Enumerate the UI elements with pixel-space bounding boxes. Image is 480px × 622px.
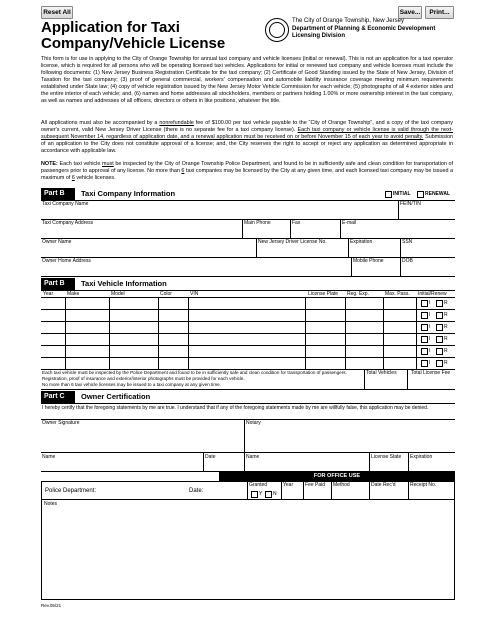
mobile-phone-label: Mobile Phone <box>353 258 384 264</box>
note-text-a: Each taxi vehicle <box>59 161 103 167</box>
company-name-field[interactable] <box>41 207 398 219</box>
grid-divider <box>188 333 189 345</box>
grid-divider <box>65 357 66 369</box>
grid-divider <box>305 297 306 309</box>
grid-divider <box>345 309 346 321</box>
fax-label: Fax <box>292 220 301 226</box>
grid-rule <box>41 257 455 258</box>
grid-divider <box>383 333 384 345</box>
grid-divider <box>281 481 282 500</box>
grid-rule <box>41 238 455 239</box>
notes-label: Notes <box>44 501 58 507</box>
col-max-pass: Max. Pass. <box>385 291 410 297</box>
fee-text-b: fee of $100.00 per taxi vehicle payable to the “City of Orange Township”, and a copy of the taxi company owner's current, valid New Jersey Driver License (there is no separate fee for a taxi company license). <box>41 120 453 133</box>
grid-divider <box>65 297 66 309</box>
grid-divider <box>158 321 159 333</box>
granted-no-label: N <box>273 491 277 497</box>
col-initial-renew: Initial/Renew <box>418 291 447 297</box>
intro-paragraph <box>41 56 453 105</box>
granted-label: Granted <box>249 482 268 488</box>
vehicle-row <box>41 321 455 333</box>
note-text-d: vehicle licenses. <box>74 175 116 181</box>
vehicle-renew-checkbox[interactable] <box>436 348 443 355</box>
part-b-label: Part B <box>41 188 75 200</box>
grid-divider <box>331 481 332 500</box>
notary-expiration-label: Expiration <box>410 454 433 460</box>
agency-city: The City of Orange Township, New Jersey <box>292 18 404 24</box>
grid-divider <box>158 309 159 321</box>
total-vehicles-field[interactable] <box>365 376 407 388</box>
notary-expiration-field[interactable] <box>409 460 455 471</box>
certification-text: I hereby certify that the foregoing statements by me are true. I understand that if any of the foregoing statements made by me are willfully false, this application may be denied. <box>42 405 429 411</box>
note-text-b: be inspected by the City of Orange Township Police Department, and found to be in sufficiently safe and clean condition for transportation of passengers prior to approval of any license. No more than <box>41 161 454 174</box>
vehicle-row <box>41 357 455 369</box>
grid-divider <box>109 345 110 357</box>
vehicle-row <box>41 309 455 321</box>
email-label: E-mail <box>342 220 357 226</box>
total-fee-field[interactable] <box>408 376 455 388</box>
vehicle-renew-checkbox[interactable] <box>436 300 443 307</box>
grid-divider <box>188 309 189 321</box>
total-vehicles-label: Total Vehicles <box>366 370 397 376</box>
grid-divider <box>109 309 110 321</box>
grid-divider <box>305 345 306 357</box>
date-recd-label: Date Rec'd <box>371 482 396 488</box>
vehicle-initial-label: I <box>429 300 431 306</box>
fee-text-validity: Each taxi company or vehicle license is valid through the next-subsequent November 14, regardless of application date, and a renewal application must be received on or before November 15 of each year to avoid penalty. <box>41 127 453 140</box>
grid-divider <box>247 481 248 500</box>
main-phone-field[interactable] <box>243 226 290 238</box>
fein-field[interactable] <box>399 207 455 219</box>
grid-rule <box>41 452 455 453</box>
vehicle-renew-label: R <box>444 324 448 330</box>
city-seal-icon <box>265 18 289 42</box>
office-date-label: Date: <box>189 488 204 494</box>
grid-divider <box>369 481 370 500</box>
license-no-label: New Jersey Driver License No. <box>258 239 327 245</box>
print-button[interactable]: Print... <box>425 6 454 19</box>
license-no-field[interactable] <box>257 245 348 257</box>
vehicle-renew-label: R <box>444 348 448 354</box>
grid-divider <box>188 345 189 357</box>
license-expiration-label: Expiration <box>350 239 373 245</box>
intro-text: This form is for use in applying to the City of Orange Township for annual taxi company and vehicle licenses (initial or renewal). This is not an application for a taxi operator license, which is required for all persons who will be operating licensed taxi vehicles. Applications for initial or renewed taxi company and vehicle licenses must include the following documents: (1) New Jersey Business Registration Certificate for the taxi company; (2) Certificate of Good Standing issued by the State of New Jersey, Division of Taxation for the taxi company; (3) proof of general commercial, workers' compensation and automobile liability insurance coverage meeting minimum requirements established under State law; (4) copy of vehicle registration issued by the New Jersey Motor Vehicle Commission for each vehicle; (5) photographs of all 4 exterior sides and the entire interior of each vehicle; and, (6) names and home addresses all stockholders, members or partners holding 1.00% or more ownership interest in the taxi company, as well as names and addresses of all officers, directors or others in like positions, whatever the title. <box>41 56 453 104</box>
company-name-label: Taxi Company Name <box>42 201 89 207</box>
method-label: Method <box>333 482 350 488</box>
owner-name-label: Owner Name <box>42 239 72 245</box>
granted-yes-label: Y <box>259 491 263 497</box>
ssn-field[interactable] <box>401 245 455 257</box>
part-c-header <box>41 391 455 404</box>
mobile-phone-field[interactable] <box>352 264 400 276</box>
part-b-vehicle-label: Part B <box>41 278 75 290</box>
grid-rule <box>41 276 455 277</box>
renewal-checkbox[interactable] <box>417 191 424 198</box>
grid-divider <box>65 333 66 345</box>
grid-divider <box>158 297 159 309</box>
reset-all-button[interactable]: Reset All <box>41 6 73 19</box>
vehicle-row <box>41 345 455 357</box>
fee-text-a: All applications must also be accompanied by a <box>41 120 160 126</box>
grid-divider <box>416 333 417 345</box>
fee-text-nonrefundable: nonrefundable <box>159 120 194 126</box>
police-dept-label: Police Department: <box>45 488 97 494</box>
vehicle-renew-checkbox[interactable] <box>436 336 443 343</box>
grid-divider <box>345 333 346 345</box>
grid-divider <box>158 333 159 345</box>
grid-divider <box>305 333 306 345</box>
agency-block <box>292 18 435 41</box>
note-text-c: taxi companies may be licensed by the City at any given time, and each licensed taxi company may be issued a maximum of <box>41 168 454 181</box>
vehicle-renew-label: R <box>444 360 448 366</box>
fax-field[interactable] <box>291 226 340 238</box>
company-address-label: Taxi Company Address <box>42 220 94 226</box>
col-make: Make <box>67 291 80 297</box>
grid-divider <box>345 345 346 357</box>
note-text-six-vehicles: 6 <box>71 175 75 181</box>
vehicle-row <box>41 297 455 309</box>
notary-name-label: Name <box>246 454 260 460</box>
grid-divider <box>109 297 110 309</box>
grid-divider <box>158 357 159 369</box>
agency-department: Department of Planning & Economic Development <box>292 25 436 32</box>
total-fee-label: Total License Fee <box>411 370 451 376</box>
email-field[interactable] <box>341 226 455 238</box>
dob-field[interactable] <box>401 264 455 276</box>
office-use-bar: FOR OFFICE USE <box>219 472 455 481</box>
receipt-no-label: Receipt No. <box>410 482 437 488</box>
grid-divider <box>303 481 304 500</box>
granted-yes-checkbox[interactable] <box>251 491 258 498</box>
initial-checkbox[interactable] <box>385 191 392 198</box>
dob-label: DOB <box>402 258 413 264</box>
vehicle-row <box>41 333 455 345</box>
grid-divider <box>383 309 384 321</box>
save-button[interactable]: Save... <box>398 6 422 19</box>
form-title <box>41 20 225 52</box>
grid-divider <box>416 309 417 321</box>
grid-divider <box>65 321 66 333</box>
form-title-line2: Company/Vehicle License <box>41 35 226 52</box>
grid-divider <box>109 321 110 333</box>
part-c-label: Part C <box>41 391 75 403</box>
grid-divider <box>109 357 110 369</box>
owner-home-field[interactable] <box>41 264 351 276</box>
fein-label: FEIN/TIN <box>400 201 421 207</box>
part-c-title: Owner Certification <box>81 392 151 401</box>
vehicle-initial-checkbox[interactable] <box>421 324 431 331</box>
grid-divider <box>416 321 417 333</box>
note-text-must: must <box>102 161 114 167</box>
initial-label: INITIAL <box>393 191 411 197</box>
col-license-plate: License Plate <box>308 291 339 297</box>
main-phone-label: Main Phone <box>244 220 271 226</box>
col-year: Year <box>43 291 54 297</box>
license-state-label: License State <box>371 454 402 460</box>
part-b-vehicle-header <box>41 278 455 291</box>
vehicle-initial-label: I <box>429 312 431 318</box>
form-title-line1: Application for Taxi <box>41 19 180 36</box>
notary-field[interactable] <box>245 426 455 452</box>
agency-division: Licensing Division <box>292 33 346 39</box>
grid-divider <box>305 321 306 333</box>
col-model: Model <box>111 291 125 297</box>
grid-divider <box>158 345 159 357</box>
grid-divider <box>188 357 189 369</box>
grid-divider <box>65 309 66 321</box>
grid-rule <box>41 389 455 390</box>
fee-paid-label: Fee Paid <box>305 482 326 488</box>
grid-divider <box>416 297 417 309</box>
part-b-company-header <box>41 188 455 201</box>
grid-divider <box>109 333 110 345</box>
grid-divider <box>383 345 384 357</box>
grid-divider <box>345 297 346 309</box>
grid-divider <box>305 357 306 369</box>
vehicle-renew-checkbox[interactable] <box>436 312 443 319</box>
vehicle-initial-checkbox[interactable] <box>421 312 431 319</box>
inspect-note: Each taxi vehicle must be inspected by the Police Department and found to be in sufficiently safe and clean condition for transportation of passengers. Registration, proof of insurance and exterior/interior photographs must be provided for each vehicle. <box>42 370 347 381</box>
grid-divider <box>345 357 346 369</box>
notary-name-field[interactable] <box>245 460 369 471</box>
owner-home-label: Owner Home Address <box>42 258 91 264</box>
grid-divider <box>383 321 384 333</box>
fee-text-c: Submission of an application to the City does not constitute approval of a license; and, the City reserves the right to accept or reject any application as determined appropriate in accordance with applicable law. <box>41 134 453 154</box>
grid-divider <box>188 297 189 309</box>
vehicle-renew-label: R <box>444 300 448 306</box>
certifier-date-field[interactable] <box>204 460 244 471</box>
owner-name-field[interactable] <box>41 245 256 257</box>
notary-label: Notary <box>246 420 261 426</box>
grid-divider <box>383 297 384 309</box>
vehicle-initial-label: I <box>429 348 431 354</box>
limit-note: No more than 6 taxi vehicle licenses may be issued to a taxi company at any given time. <box>42 382 221 387</box>
office-year-label: Year <box>283 482 294 488</box>
vehicle-initial-checkbox[interactable] <box>421 360 431 367</box>
vehicle-renew-label: R <box>444 312 448 318</box>
vehicle-initial-checkbox[interactable] <box>421 336 431 343</box>
part-b-vehicle-title: Taxi Vehicle Information <box>81 279 167 288</box>
vehicle-renew-checkbox[interactable] <box>436 324 443 331</box>
vehicle-initial-checkbox[interactable] <box>421 348 431 355</box>
vehicle-initial-label: I <box>429 336 431 342</box>
note-text-six-companies: 6 <box>181 168 185 174</box>
grid-divider <box>416 345 417 357</box>
fee-paragraph <box>41 120 453 155</box>
col-vin: VIN <box>190 291 199 297</box>
grid-divider <box>305 309 306 321</box>
owner-signature-field[interactable] <box>41 426 244 452</box>
vehicle-initial-checkbox[interactable] <box>421 300 431 307</box>
ssn-label: SSN <box>402 239 413 245</box>
vehicle-initial-label: I <box>429 324 431 330</box>
revision-label: Rev.05/21 <box>41 603 62 608</box>
vehicle-renew-label: R <box>444 336 448 342</box>
grid-divider <box>408 481 409 500</box>
renewal-label: RENEWAL <box>425 191 450 197</box>
owner-signature-label: Owner Signature <box>42 420 80 426</box>
grid-divider <box>416 357 417 369</box>
grid-divider <box>188 321 189 333</box>
license-state-field[interactable] <box>370 460 408 471</box>
note-label: NOTE: <box>41 161 58 167</box>
license-expiration-field[interactable] <box>349 245 400 257</box>
note-paragraph <box>41 161 453 182</box>
grid-divider <box>345 321 346 333</box>
part-b-company-title: Taxi Company Information <box>81 189 176 198</box>
col-color: Color <box>160 291 172 297</box>
granted-no-checkbox[interactable] <box>265 491 272 498</box>
vehicle-renew-checkbox[interactable] <box>436 360 443 367</box>
certifier-name-field[interactable] <box>41 460 203 471</box>
certifier-name-label: Name <box>42 454 56 460</box>
grid-divider <box>383 357 384 369</box>
col-reg-exp: Reg. Exp. <box>347 291 369 297</box>
notes-box[interactable] <box>41 499 455 600</box>
certifier-date-label: Date <box>205 454 216 460</box>
company-address-field[interactable] <box>41 226 242 238</box>
grid-divider <box>65 345 66 357</box>
vehicle-initial-label: I <box>429 360 431 366</box>
